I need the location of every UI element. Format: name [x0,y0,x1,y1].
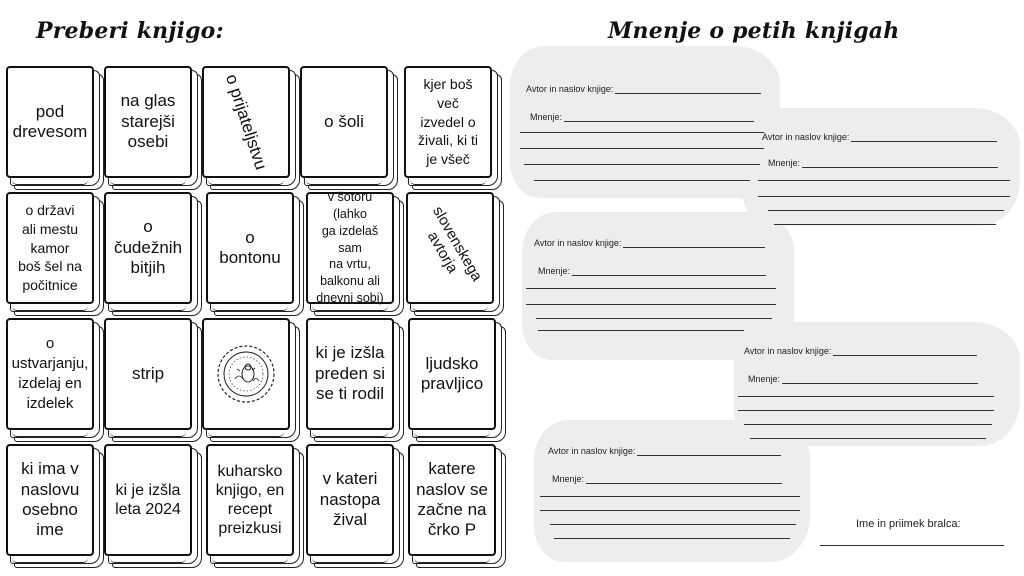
book-label: o šoli [324,111,364,131]
opinion-bubble-1 [510,46,780,198]
opinion-line[interactable] [540,510,800,511]
book-label: o prijateljstvu [222,71,272,172]
book-label: katere naslov se začne na črko P [416,459,488,540]
author-title-field[interactable] [623,239,765,248]
opinion-line[interactable] [758,180,1010,181]
author-title-label: Avtor in naslov knjige: [548,446,636,456]
book-card[interactable] [306,318,398,436]
opinion-line[interactable] [550,524,796,525]
book-card[interactable] [104,444,196,562]
book-card[interactable] [202,66,294,184]
floral-stamp-icon [215,343,277,405]
book-label: v kateri nastopa žival [319,469,381,530]
book-label: ki je izšla preden si se ti rodil [315,343,385,404]
opinion-line[interactable] [738,396,994,397]
book-card[interactable] [408,318,500,436]
opinion-line[interactable] [538,330,744,331]
opinion-line[interactable] [554,538,790,539]
author-title-field[interactable] [637,447,781,456]
book-label: pod drevesom [12,101,88,141]
book-card[interactable] [206,192,298,310]
opinion-line[interactable] [738,410,994,411]
author-title-label: Avtor in naslov knjige: [534,238,622,248]
book-label: slovenskega avtorja [424,203,486,284]
book-card[interactable] [104,192,196,310]
opinion-field[interactable] [572,267,766,276]
book-label: ki je izšla leta 2024 [115,481,181,518]
author-title-label: Avtor in naslov knjige: [744,346,832,356]
opinion-line[interactable] [524,164,760,165]
book-card[interactable] [6,192,98,310]
book-label: kuharsko knjigo, en recept preizkusi [215,462,285,538]
opinion-field[interactable] [564,113,754,122]
opinion-line[interactable] [534,180,750,181]
opinion-line[interactable] [768,210,1004,211]
book-card[interactable] [6,318,98,436]
book-card[interactable] [300,66,392,184]
right-heading: Mnenje o petih knjigah [608,18,900,44]
opinion-line[interactable] [744,424,992,425]
left-heading: Preberi knjigo: [36,18,224,44]
book-label: o bontonu [219,227,281,267]
book-card[interactable] [6,66,98,184]
book-label: kjer boš več izvedel o živali, ki ti je všeč [418,75,478,168]
opinion-label: Mnenje: [530,112,563,122]
opinion-line[interactable] [540,496,800,497]
author-title-field[interactable] [615,85,761,94]
book-label: strip [131,363,165,383]
author-title-label: Avtor in naslov knjige: [526,84,614,94]
book-card[interactable] [104,318,196,436]
book-card[interactable] [406,192,498,310]
book-card[interactable] [202,318,294,436]
opinion-field[interactable] [586,475,782,484]
opinion-label: Mnenje: [748,374,781,384]
opinion-line[interactable] [758,196,1010,197]
reader-name-field[interactable] [820,545,1004,546]
opinion-label: Mnenje: [768,158,801,168]
opinion-field[interactable] [782,375,978,384]
book-label: o ustvarjanju, izdelaj en izdelek [11,334,89,413]
author-title-field[interactable] [833,347,977,356]
book-label: o čudežnih bitjih [113,217,183,278]
book-card[interactable] [404,66,496,184]
opinion-label: Mnenje: [538,266,571,276]
book-label: na glas starejši osebi [120,91,176,152]
book-card[interactable] [408,444,500,562]
book-label: o državi ali mestu kamor boš šel na počitnice [18,201,82,294]
opinion-bubble-5 [534,420,810,562]
opinion-line[interactable] [520,148,764,149]
book-card[interactable] [6,444,98,562]
book-card[interactable] [306,189,398,310]
opinion-line[interactable] [774,224,996,225]
book-label: ki ima v naslovu osebno ime [20,459,80,540]
reader-name-label: Ime in priimek bralca: [856,518,961,530]
book-card[interactable] [104,66,196,184]
opinion-line[interactable] [520,132,764,133]
opinion-line[interactable] [750,438,986,439]
opinion-line[interactable] [526,288,776,289]
author-title-field[interactable] [851,133,997,142]
opinion-field[interactable] [802,159,998,168]
book-label: ljudsko pravljico [420,353,484,393]
opinion-line[interactable] [536,318,772,319]
book-label: v šotoru (lahko ga izdelaš sam na vrtu, balkonu ali dnevni sobi) [316,189,384,306]
author-title-label: Avtor in naslov knjige: [762,132,850,142]
book-card[interactable] [206,444,298,562]
opinion-line[interactable] [526,304,776,305]
opinion-label: Mnenje: [552,474,585,484]
book-card[interactable] [306,444,398,562]
